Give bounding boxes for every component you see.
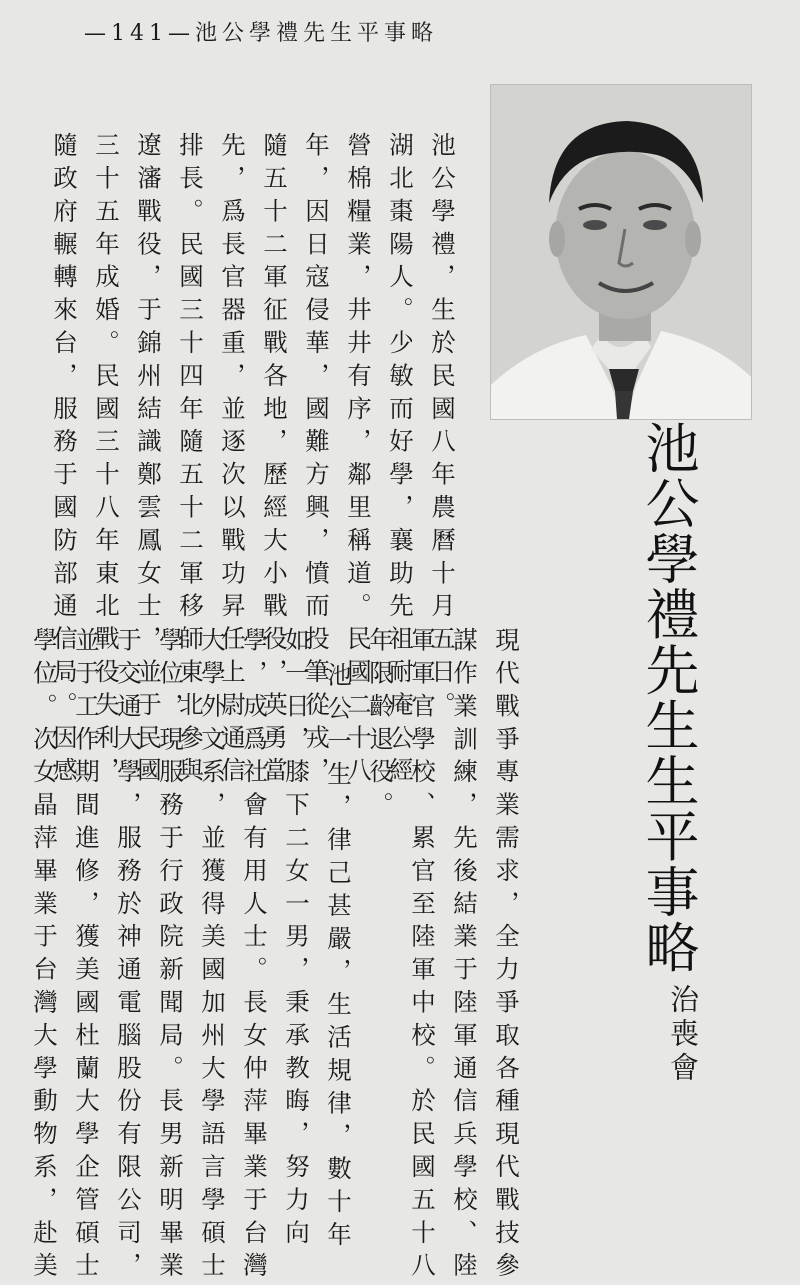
text-column: 年限齡退役。 [366, 627, 395, 825]
text-column: 排長。民國三十四年隨五十二軍移師東北參與 [176, 132, 205, 790]
author: 治喪會 [666, 984, 700, 1086]
text-column: 池公學禮，生於民國八年農曆十月五日。 [428, 132, 457, 725]
text-column: 隨五十二軍征戰各地，歷經大小戰役，英勇當 [260, 132, 289, 790]
text-column: 先，爲長官器重，並逐次以戰功昇任上尉通信 [218, 132, 247, 790]
text-column: 現代戰爭專業需求，全力爭取各種現代戰技參 [492, 627, 521, 1285]
text-column: 池公一生，律己甚嚴，生活規律，數十年 [324, 662, 353, 1255]
text-column: 湖北棗陽人。少敏而好學，襄助先祖耐庵公經 [386, 132, 415, 790]
text-column: 並于工作期間進修，獲美國杜蘭大學企管碩士 [72, 627, 101, 1285]
page-header: —141—池公學禮先生平事略 [84, 21, 438, 46]
text-column: 如一日，膝下二女一男，秉承教晦，努力向 [282, 627, 311, 1253]
text-column: 營棉糧業，井井有序，鄰里稱道。民國二十八 [344, 132, 373, 790]
portrait-photo [490, 84, 752, 420]
text-column: 大學外文系，並獲得美國加州大學語言學碩士 [198, 627, 227, 1285]
text-column: 學位。次女晶萍畢業于台灣大學動物系，赴美 [30, 627, 59, 1285]
text-column: 學，成爲社會有用人士。長女仲萍畢業于台灣 [240, 627, 269, 1285]
text-column: 軍軍官學校、累官至陸軍中校。於民國五十八 [408, 627, 437, 1285]
text-column: 隨政府輾轉來台，服務于國防部通信局。因感 [50, 132, 79, 790]
text-column: 三十五年成婚。民國三十八年東北戰役失利， [92, 132, 121, 790]
text-column: 謀作業訓練，先後結業于陸軍通信兵學校、陸 [450, 627, 479, 1285]
text-column: 遼瀋戰役，于錦州結識鄭雲鳳女士，並于民國 [134, 132, 163, 790]
text-column: 于交通大學，服務於神通電腦股份有限公司， [114, 627, 143, 1285]
text-column: 年，因日寇侵華，國難方興，憤而投筆從戎， [302, 132, 331, 790]
page-title: 池公學禮先生生平事略 [637, 420, 700, 975]
portrait-image [491, 85, 751, 419]
text-column: 學位，現服務于行政院新聞局。長男新明畢業 [156, 627, 185, 1285]
